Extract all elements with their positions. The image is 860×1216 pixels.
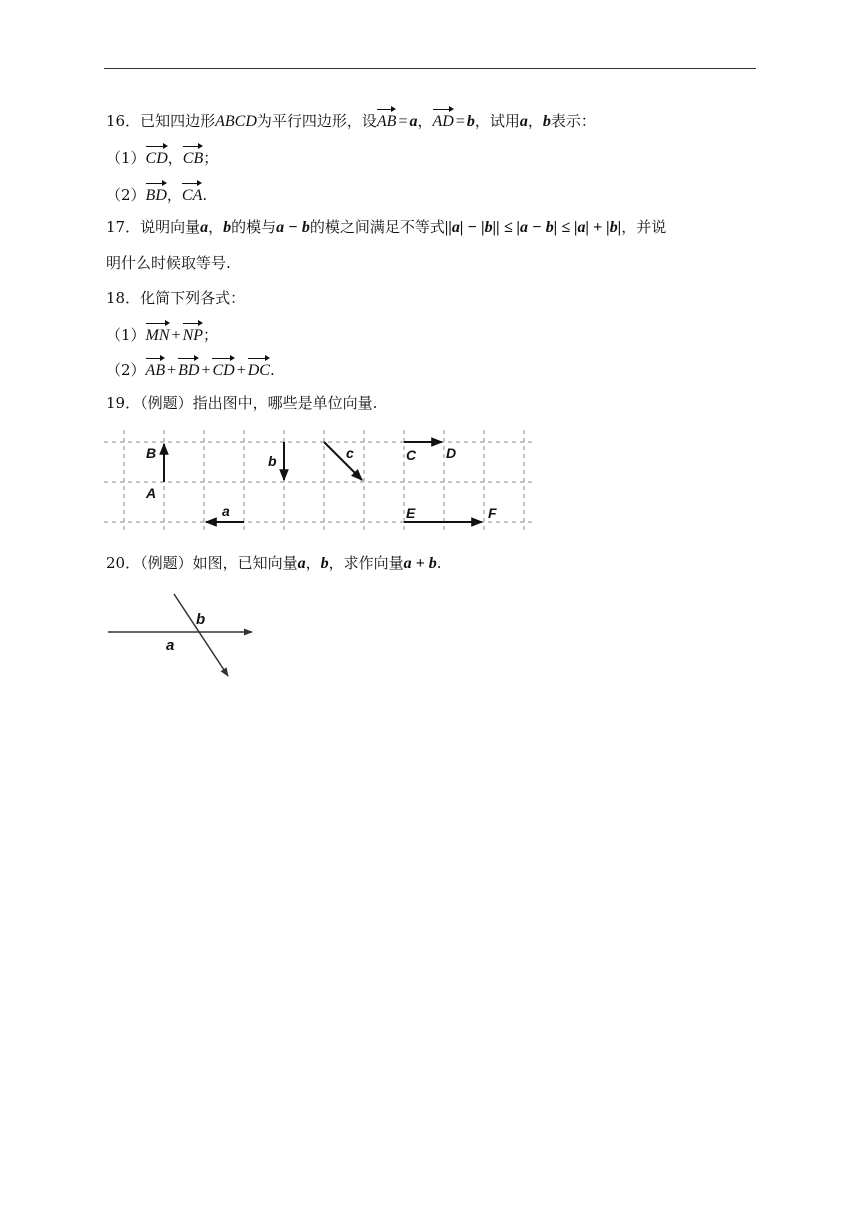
q19-grid-figure	[100, 428, 540, 534]
vector-ab-2: AB	[146, 356, 166, 382]
vector-bd-2: BD	[178, 356, 199, 382]
label-c: c	[346, 445, 354, 461]
grid-lines	[104, 430, 536, 532]
vector-dc-2: DC	[248, 356, 270, 382]
vector-cd-2: CD	[212, 356, 234, 382]
q16-part2: （2）BD，CA.	[106, 181, 207, 207]
header-rule	[104, 68, 756, 69]
vector-ad: AD	[433, 107, 454, 133]
vector-ca: CA	[182, 181, 202, 207]
vector-ab: AB	[377, 107, 397, 133]
q16-part1: （1）CD，CB；	[106, 144, 218, 170]
q17-line2: 明什么时候取等号.	[106, 254, 231, 272]
vector-bd: BD	[146, 181, 167, 207]
q18-stem: 18．化简下列各式：	[106, 289, 246, 307]
vector-mn: MN	[146, 321, 170, 347]
inequality: ||a| − |b|| ≤ |a − b| ≤ |a| + |b|	[444, 219, 622, 236]
q17-stem: 17．说明向量a，b的模与a − b的模之间满足不等式||a| − |b|| ≤ |a − b| ≤ |a| + |b|，并说	[106, 218, 667, 236]
q20-stem: 20．（例题）如图，已知向量a，b，求作向量a + b.	[106, 554, 442, 572]
label-A: A	[146, 485, 157, 501]
q20-figure	[104, 590, 264, 682]
label-b-20: b	[196, 611, 206, 628]
label-C: C	[406, 447, 417, 463]
label-F: F	[488, 505, 497, 521]
label-E: E	[406, 505, 416, 521]
label-B: B	[146, 445, 157, 461]
vector-c-arrow	[324, 442, 362, 480]
q16-stem: 16．已知四边形ABCD为平行四边形，设AB = a，AD = b，试用a，b表示：	[106, 107, 596, 133]
label-a-20: a	[166, 637, 175, 654]
vector-np: NP	[183, 321, 203, 347]
q19-stem: 19．（例题）指出图中，哪些是单位向量.	[106, 394, 378, 412]
vector-b-line	[174, 594, 228, 676]
q18-part1: （1）MN + NP；	[106, 321, 218, 347]
label-D: D	[446, 445, 457, 461]
label-a: a	[222, 503, 230, 519]
q18-part2: （2）AB + BD + CD + DC.	[106, 356, 275, 382]
vector-cb: CB	[183, 144, 203, 170]
vector-cd: CD	[146, 144, 168, 170]
label-b: b	[268, 453, 277, 469]
